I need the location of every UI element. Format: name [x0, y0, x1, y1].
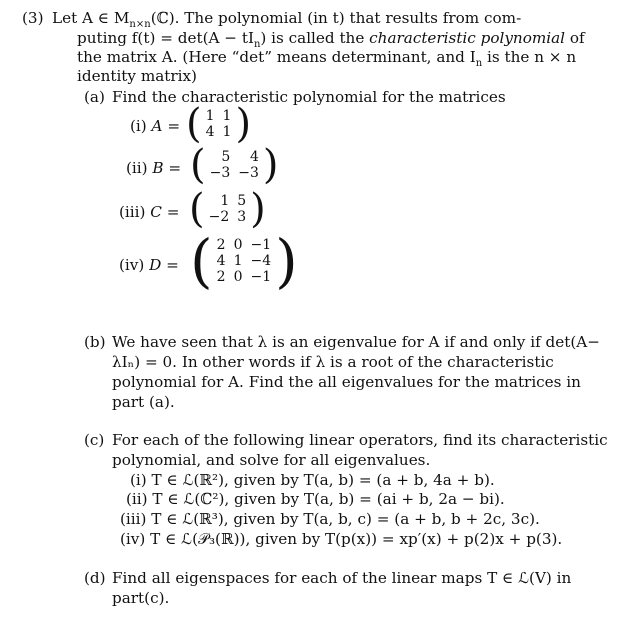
matrix-c-grid: 1 5 −2 3 [208, 193, 247, 225]
part-b-line-2: λIₙ) = 0. In other words if λ is a root of the characteristic [112, 353, 554, 371]
part-b-label: (b) [84, 333, 106, 351]
matrix-b-grid: 5 4 −3 −3 [209, 149, 259, 181]
part-a-text: Find the characteristic polynomial for the matrices [112, 88, 506, 106]
part-c-item-3: (iii) T ∈ ℒ(ℝ³), given by T(a, b, c) = (a + b, b + 2c, 3c). [120, 510, 540, 528]
matrix-c: ( 1 5 −2 3 ) [189, 186, 266, 232]
intro-line-4: identity matrix) [77, 67, 197, 85]
part-b-line-4: part (a). [112, 393, 175, 411]
part-c-item-4: (iv) T ∈ ℒ(𝒫₃(ℝ)), given by T(p(x)) = xp′(x) + p(2)x + p(3). [120, 530, 563, 548]
matrix-d: ( 2 0 −1 4 1 −4 2 0 −1 ) [190, 227, 298, 295]
matrix-d-grid: 2 0 −1 4 1 −4 2 0 −1 [216, 237, 272, 285]
part-d-label: (d) [84, 569, 106, 587]
part-d-line-2: part(c). [112, 589, 170, 607]
intro-line-3: the matrix A. (Here “det” means determinant, and $I_n$ is the n × n [77, 48, 577, 70]
part-c-line-2: polynomial, and solve for all eigenvalues. [112, 451, 431, 469]
part-c-item-2: (ii) T ∈ ℒ(ℂ²), given by T(a, b) = (ai + b, 2a − bi). [126, 490, 505, 508]
part-c-line-1: For each of the following linear operators, find its characteristic [112, 431, 608, 449]
matrix-b: ( 5 4 −3 −3 ) [190, 142, 279, 188]
matrix-c-label: (iii) C = [119, 203, 180, 221]
part-d-line-1: Find all eigenspaces for each of the linear maps T ∈ ℒ(V) in [112, 569, 572, 587]
matrix-a-label: (i) A = [130, 117, 181, 135]
part-c-label: (c) [84, 431, 105, 449]
part-c-item-1: (i) T ∈ ℒ(ℝ²), given by T(a, b) = (a + b, 4a + b). [130, 471, 495, 489]
matrix-a: ( 1 1 4 1 ) [186, 101, 252, 147]
matrix-b-label: (ii) B = [126, 159, 182, 177]
emphasis-term: characteristic polynomial [369, 29, 566, 47]
intro-line-1: Let A ∈ $M_{n\times n}(ℂ)$. The polynomial (in t) that results from com- [52, 9, 522, 31]
intro-line-2: puting $f(t) = \det(A - tI_n)$ is called the characteristic polynomial of [77, 29, 585, 51]
matrix-a-grid: 1 1 4 1 [205, 108, 232, 140]
matrix-d-label: (iv) D = [119, 256, 179, 274]
part-b-line-1: We have seen that λ is an eigenvalue for A if and only if det(A− [112, 333, 600, 351]
part-a-label: (a) [84, 88, 105, 106]
problem-number: (3) [22, 9, 44, 27]
part-b-line-3: polynomial for A. Find the all eigenvalues for the matrices in [112, 373, 581, 391]
